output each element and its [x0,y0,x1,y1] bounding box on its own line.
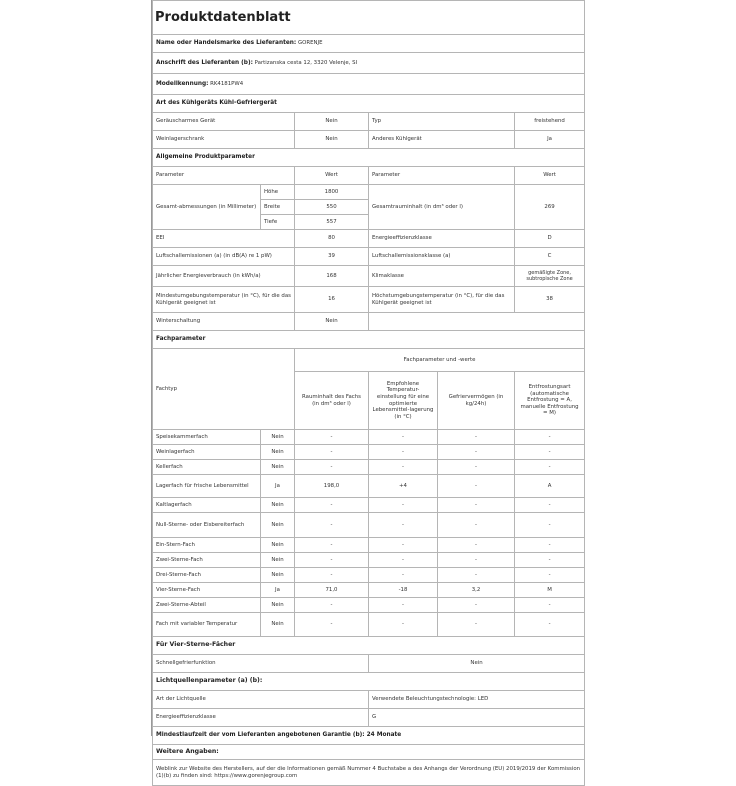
compartment-temperature: -18 [369,583,438,598]
energy-class-label: Energieeffizienzklasse [369,230,515,248]
table-row [153,460,585,475]
compartment-rows [153,430,585,637]
compartment-volume: - [295,445,369,460]
compartment-defrost: A [515,475,585,498]
compartment-defrost: - [515,598,585,613]
light-section: Lichtquellenparameter (a) (b): [153,673,585,691]
model-label: Modellkennung: [156,80,209,87]
wine-cabinet-value: Nein [295,131,369,149]
compartment-present: Nein [261,498,295,513]
compartment-temperature: - [369,598,438,613]
compartment-name: Zwei-Sterne-Abteil [153,598,261,613]
compartment-freezing: - [438,598,515,613]
compartment-temperature: - [369,430,438,445]
compartment-present: Nein [261,513,295,538]
compartment-name: Weinlagerfach [153,445,261,460]
compartment-present: Nein [261,598,295,613]
annual-energy-label: Jährlicher Energieverbrauch (in kWh/a) [153,266,295,287]
compartment-volume: - [295,538,369,553]
compartment-name: Zwei-Sterne-Fach [153,553,261,568]
max-temp-value: 38 [515,287,585,313]
compartment-temperature: - [369,498,438,513]
energy-class-value: D [515,230,585,248]
compartment-temperature: - [369,445,438,460]
model-row [153,74,585,95]
compartment-temperature: +4 [369,475,438,498]
type-value: freistehend [515,113,585,131]
compartment-present: Ja [261,475,295,498]
compartment-volume: 198,0 [295,475,369,498]
compartment-name: Kaltlagerfach [153,498,261,513]
compartment-volume: 71,0 [295,583,369,598]
value-header-2: Wert [515,167,585,185]
noise-class-value: C [515,248,585,266]
compartment-freezing: - [438,475,515,498]
compartment-volume: - [295,598,369,613]
compartment-present: Nein [261,538,295,553]
compartment-freezing: - [438,568,515,583]
compartment-defrost: - [515,445,585,460]
temperature-header: Empfohlene Temperatur-einstellung für eine optimierte Lebensmittel-lagerung (in °C) [369,372,438,430]
eei-label: EEI [153,230,295,248]
table-row [153,553,585,568]
total-volume-label: Gesamtrauminhalt (in dm³ oder l) [369,185,515,230]
compartment-name: Fach mit variabler Temperatur [153,613,261,637]
table-row [153,513,585,538]
light-class-value: G [369,709,585,727]
compartment-name: Lagerfach für frische Lebensmittel [153,475,261,498]
compartment-freezing: - [438,513,515,538]
noise-emission-label: Luftschallemissionen (a) (in dB(A) re 1 pW) [153,248,295,266]
supplier-name-label: Name oder Handelsmarke des Lieferanten: [156,40,297,47]
compartment-present: Nein [261,613,295,637]
light-technology: Verwendete Beleuchtungstechnologie: LED [369,691,585,709]
compartment-group-header: Fachparameter und -werte [295,349,585,372]
compartment-defrost: - [515,513,585,538]
compartment-volume: - [295,460,369,475]
min-temp-value: 16 [295,287,369,313]
compartment-freezing: - [438,613,515,637]
param-header: Parameter [153,167,295,185]
volume-header: Rauminhalt des Fachs (in dm³ oder l) [295,372,369,430]
annual-energy-value: 168 [295,266,369,287]
compartment-name: Speisekammerfach [153,430,261,445]
climate-class-value: gemäßigte Zone, subtropische Zone [515,266,585,287]
depth-value: 557 [295,215,369,230]
winter-setting-value: Nein [295,313,369,331]
table-row [153,538,585,553]
product-data-sheet [151,0,585,779]
extra-info-text: Weblink zur Website des Herstellers, auf der die Informationen gemäß Nummer 4 Buchstabe a des Anhangs der Verordnung (EU) 2019/2019 der Kommission (1)(b) zu finden sind: https://www.gorenjegroup.com [153,760,585,786]
compartment-volume: - [295,568,369,583]
eei-value: 80 [295,230,369,248]
table-row [153,598,585,613]
param-header-2: Parameter [369,167,515,185]
compartment-temperature: - [369,568,438,583]
compartment-freezing: - [438,430,515,445]
type-label: Typ [369,113,515,131]
device-type-section: Art des Kühlgeräts Kühl-Gefriergerät [153,95,585,113]
compartment-freezing: - [438,445,515,460]
compartment-defrost: - [515,613,585,637]
table-row [153,430,585,445]
compartment-freezing: - [438,553,515,568]
compartment-present: Nein [261,430,295,445]
compartment-volume: - [295,513,369,538]
compartment-present: Nein [261,568,295,583]
compartment-name: Vier-Sterne-Fach [153,583,261,598]
wine-cabinet-label: Weinlagerschrank [153,131,295,149]
compartment-defrost: - [515,460,585,475]
supplier-address-row [153,53,585,74]
page-title: Produktdatenblatt [153,1,585,35]
compartment-volume: - [295,613,369,637]
light-kind-label: Art der Lichtquelle [153,691,369,709]
winter-setting-label: Winterschaltung [153,313,295,331]
compartment-defrost: - [515,538,585,553]
depth-label: Tiefe [261,215,295,230]
noise-emission-value: 39 [295,248,369,266]
max-temp-label: Höchstumgebungstemperatur (in °C), für die das Kühlgerät geeignet ist [369,287,515,313]
datasheet-table [152,0,585,786]
general-section: Allgemeine Produktparameter [153,149,585,167]
freezing-header: Gefriervermögen (in kg/24h) [438,372,515,430]
width-label: Breite [261,200,295,215]
other-device-label: Anderes Kühlgerät [369,131,515,149]
compartment-volume: - [295,498,369,513]
compartment-freezing: - [438,498,515,513]
table-row [153,475,585,498]
supplier-name-value: GORENJE [297,40,323,47]
dimensions-label: Gesamt-abmessungen (in Millimeter) [153,185,261,230]
compartment-temperature: - [369,613,438,637]
total-volume-value: 269 [515,185,585,230]
table-row [153,445,585,460]
compartment-present: Nein [261,460,295,475]
other-device-value: Ja [515,131,585,149]
value-header: Wert [295,167,369,185]
noise-class-label: Luftschallemissionsklasse (a) [369,248,515,266]
min-temp-label: Mindestumgebungstemperatur (in °C), für die das Kühlgerät geeignet ist [153,287,295,313]
supplier-address-value: Partizanska cesta 12, 3320 Velenje, SI [254,59,358,66]
compartment-temperature: - [369,513,438,538]
compartment-name: Null-Sterne- oder Eisbereiterfach [153,513,261,538]
compartment-temperature: - [369,460,438,475]
climate-class-label: Klimaklasse [369,266,515,287]
light-class-label: Energieeffizienzklasse [153,709,369,727]
table-row [153,498,585,513]
quick-freeze-value: Nein [369,655,585,673]
model-value: RK4181PW4 [210,80,244,87]
compartment-present: Nein [261,553,295,568]
compartment-defrost: M [515,583,585,598]
height-label: Höhe [261,185,295,200]
compartment-name: Ein-Stern-Fach [153,538,261,553]
compartment-name: Drei-Sterne-Fach [153,568,261,583]
quick-freeze-label: Schnellgefrierfunktion [153,655,369,673]
warranty-row: Mindestlaufzeit der vom Lieferanten angebotenen Garantie (b): 24 Monate [153,727,585,745]
table-row [153,568,585,583]
compartment-present: Ja [261,583,295,598]
supplier-name-row [153,35,585,53]
compartment-defrost: - [515,568,585,583]
compartment-defrost: - [515,553,585,568]
compartment-present: Nein [261,445,295,460]
compartment-type-header: Fachtyp [153,349,295,430]
height-value: 1800 [295,185,369,200]
low-noise-value: Nein [295,113,369,131]
compartment-freezing: - [438,538,515,553]
compartment-defrost: - [515,430,585,445]
compartment-name: Kellerfach [153,460,261,475]
table-row [153,583,585,598]
compartment-volume: - [295,553,369,568]
supplier-address-label: Anschrift des Lieferanten (b): [156,59,253,66]
low-noise-label: Geräuscharmes Gerät [153,113,295,131]
compartment-freezing: - [438,460,515,475]
width-value: 550 [295,200,369,215]
compartment-temperature: - [369,553,438,568]
table-row [153,613,585,637]
compartment-freezing: 3,2 [438,583,515,598]
compartment-volume: - [295,430,369,445]
compartment-defrost: - [515,498,585,513]
compartment-section: Fachparameter [153,331,585,349]
extra-info-section: Weitere Angaben: [153,745,585,760]
four-star-section: Für Vier-Sterne-Fächer [153,637,585,655]
defrost-header: Entfrostungsart (automatische Entfrostung = A, manuelle Entfrostung = M) [515,372,585,430]
compartment-temperature: - [369,538,438,553]
